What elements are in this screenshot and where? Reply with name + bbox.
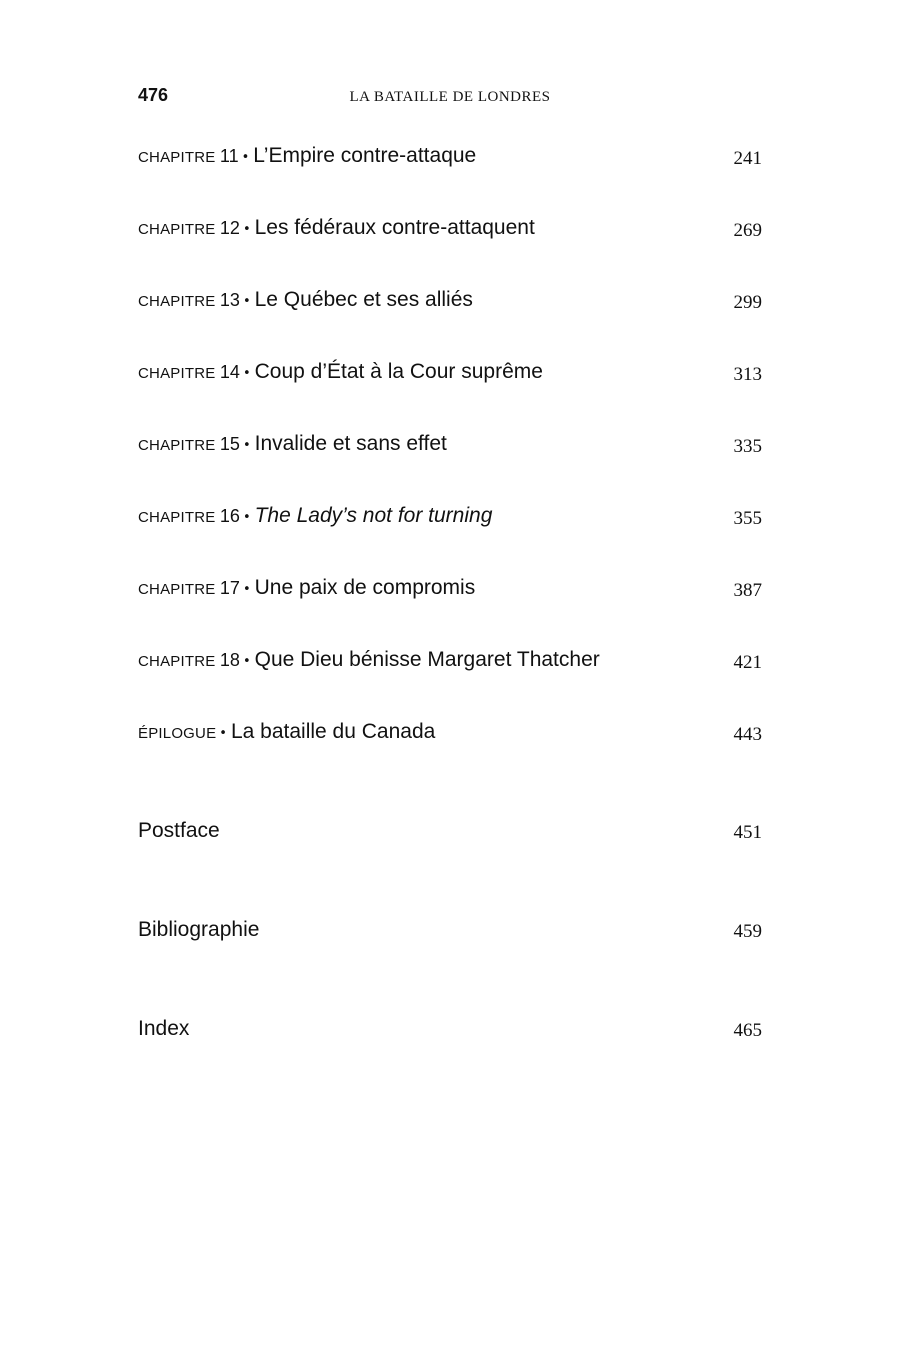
toc-entry-title: La bataille du Canada [230, 720, 436, 743]
toc-entry-kind: CHAPITRE [138, 653, 216, 670]
toc-entry-chapter-11 [138, 143, 762, 173]
toc-entry-title: Index [138, 1017, 190, 1040]
toc-entry-page: 421 [733, 652, 762, 673]
toc-entry-number: 13 [219, 290, 240, 310]
bullet-separator: • [242, 438, 251, 453]
toc-entry-chapter-15 [138, 431, 762, 461]
toc-entry-page: 355 [733, 508, 762, 529]
running-title: LA BATAILLE DE LONDRES [349, 89, 551, 105]
toc-entry-kind: CHAPITRE [138, 437, 216, 454]
toc-entry-chapter-18 [138, 647, 762, 677]
toc-entry-number: 14 [219, 362, 240, 382]
toc-entry-chapter-14 [138, 359, 762, 389]
toc-entry-kind: CHAPITRE [138, 365, 216, 382]
toc-entry-title: The Lady’s not for turning [254, 504, 493, 527]
toc-entry-number: 18 [219, 650, 240, 670]
bullet-separator: • [242, 510, 251, 525]
toc-entry-kind: CHAPITRE [138, 149, 216, 166]
toc-entry-number: 15 [219, 434, 240, 454]
bullet-separator: • [242, 294, 251, 309]
toc-entry-title: L’Empire contre-attaque [253, 144, 477, 167]
toc-entry-chapter-16 [138, 503, 762, 533]
toc-entry-bibliographie [138, 916, 762, 946]
toc-entry-number: 12 [219, 218, 240, 238]
toc-entry-postface [138, 817, 762, 847]
toc-entry-title: Les fédéraux contre-attaquent [254, 216, 535, 239]
bullet-separator: • [219, 726, 227, 741]
toc-entry-chapter-12 [138, 215, 762, 245]
bullet-separator: • [242, 366, 251, 381]
toc-entry-title: Invalide et sans effet [254, 432, 447, 455]
toc-entry-page: 459 [733, 921, 762, 942]
toc-entry-number: 16 [219, 506, 240, 526]
page-number: 476 [138, 85, 169, 105]
toc-entry-kind: CHAPITRE [138, 509, 216, 526]
toc-entry-title: Postface [138, 819, 220, 842]
toc-entry-title: Le Québec et ses alliés [254, 288, 473, 311]
toc-entry-title: Bibliographie [138, 918, 260, 941]
toc-entry-kind: CHAPITRE [138, 293, 216, 310]
toc-entry-kind: CHAPITRE [138, 581, 216, 598]
toc-entry-page: 241 [733, 148, 762, 169]
toc-entry-kind: ÉPILOGUE [138, 725, 217, 742]
bullet-separator: • [241, 150, 250, 165]
toc-entry-page: 299 [733, 292, 762, 313]
toc-entry-title: Que Dieu bénisse Margaret Thatcher [254, 648, 600, 671]
toc-entry-title: Coup d’État à la Cour suprême [254, 360, 543, 383]
toc-entry-epilogue [138, 719, 762, 749]
bullet-separator: • [242, 654, 251, 669]
toc-entry-kind: CHAPITRE [138, 221, 216, 238]
toc-entry-index [138, 1015, 762, 1045]
toc-entry-page: 335 [733, 436, 762, 457]
toc-entry-page: 269 [733, 220, 762, 241]
toc-entry-number: 17 [219, 578, 240, 598]
toc-entry-page: 465 [733, 1020, 762, 1041]
toc-entry-page: 443 [733, 724, 762, 745]
page-header [138, 84, 762, 110]
toc-entry-chapter-13 [138, 287, 762, 317]
toc-entry-title: Une paix de compromis [254, 576, 476, 599]
bullet-separator: • [242, 582, 251, 597]
toc-entry-page: 387 [733, 580, 762, 601]
toc-entry-page: 451 [733, 822, 762, 843]
toc-entry-chapter-17 [138, 575, 762, 605]
toc-entry-number: 11 [219, 146, 239, 166]
toc-entry-page: 313 [733, 364, 762, 385]
bullet-separator: • [242, 222, 251, 237]
